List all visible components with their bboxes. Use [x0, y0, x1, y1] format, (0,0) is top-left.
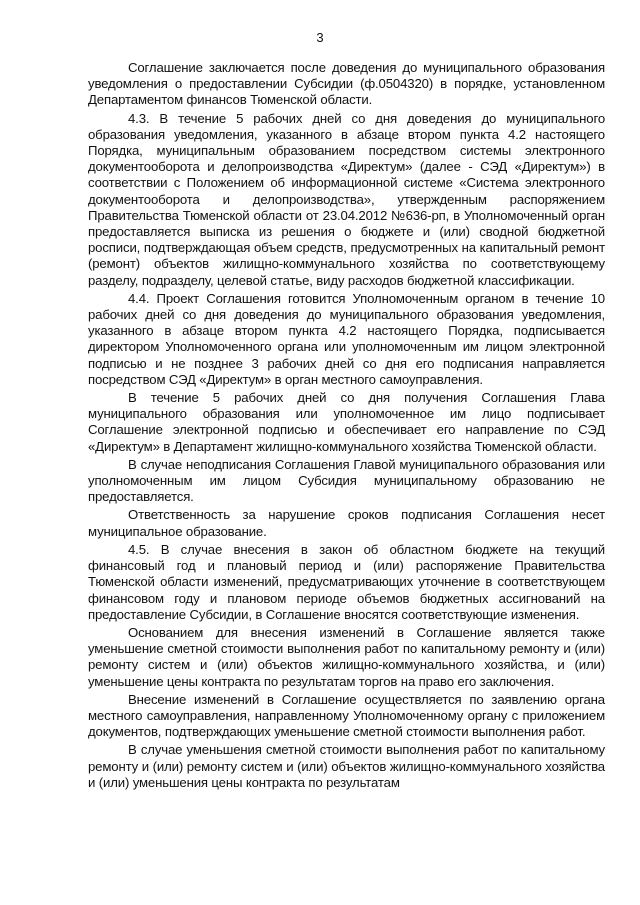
paragraph-4-3: 4.3. В течение 5 рабочих дней со дня доведения до муниципального образования уведомления, указанного в абзаце втором пункта 4.2 настоящего Порядка, муниципальным образованием посредством системы электронного документооборота и делопроизводства «Директум» (далее - СЭД «Директум») в соответствии с Положением об информационной системе «Система электронного документооборота и делопроизводства», утвержденным распоряжением Правительства Тюменской области от 23.04.2012 №636-рп, в Уполномоченный орган предоставляется выписка из решения о бюджете и (или) сводной бюджетной росписи, подтверждающая объем средств, предусмотренных на капитальный ремонт (ремонт) объектов жилищно-коммунального хозяйства по соответствующему разделу, подразделу, целевой статье, виду расходов бюджетной классификации.	[88, 110, 605, 288]
paragraph-4-5: 4.5. В случае внесения в закон об областном бюджете на текущий финансовый год и плановый период и (или) распоряжение Правительства Тюменской области изменений, предусматривающих уточнение в соответствующем финансовом году и плановом периоде объемов бюджетных ассигнований на предоставление Субсидии, в Соглашение вносятся соответствующие изменения.	[88, 541, 605, 622]
page-number: 3	[316, 30, 324, 45]
paragraph-grounds-for-changes: Основанием для внесения изменений в Соглашение является также уменьшение сметной стоимости выполнения работ по капитальному ремонту и (или) ремонту систем и (или) объектов жилищно-коммунального хозяйства, и (или) уменьшение цены контракта по результатам торгов на право его заключения.	[88, 624, 605, 689]
paragraph-non-signing: В случае неподписания Соглашения Главой муниципального образования или уполномоченным им лицом Субсидия муниципальному образованию не предоставляется.	[88, 456, 605, 505]
paragraph-signing-term: В течение 5 рабочих дней со дня получения Соглашения Глава муниципального образования или уполномоченное им лицо подписывает Соглашение электронной подписью и обеспечивает его направление по СЭД «Директум» в Департамент жилищно-коммунального хозяйства Тюменской области.	[88, 390, 605, 454]
paragraph-agreement-conclusion: Соглашение заключается после доведения до муниципального образования уведомления о предоставлении Субсидии (ф.0504320) в порядке, установленном Департаментом финансов Тюменской области.	[88, 60, 605, 108]
document-body	[88, 60, 605, 793]
paragraph-responsibility: Ответственность за нарушение сроков подписания Соглашения несет муниципальное образование.	[88, 507, 605, 539]
paragraph-cost-reduction: В случае уменьшения сметной стоимости выполнения работ по капитальному ремонту и (или) ремонту систем и (или) объектов жилищно-коммунального хозяйства и (или) уменьшения цены контракта по результатам	[88, 742, 605, 790]
paragraph-changes-procedure: Внесение изменений в Соглашение осуществляется по заявлению органа местного самоуправления, направленному Уполномоченному органу с приложением документов, подтверждающих уменьшение сметной стоимости выполнения работ.	[88, 691, 605, 740]
paragraph-4-4: 4.4. Проект Соглашения готовится Уполномоченным органом в течение 10 рабочих дней со дня доведения до муниципального образования уведомления, указанного в абзаце втором пункта 4.2 настоящего Порядка, подписывается директором Уполномоченного органа или уполномоченным им лицом электронной подписью и не позднее 3 рабочих дней со дня его подписания направляется посредством СЭД «Директум» в орган местного самоуправления.	[88, 290, 605, 387]
